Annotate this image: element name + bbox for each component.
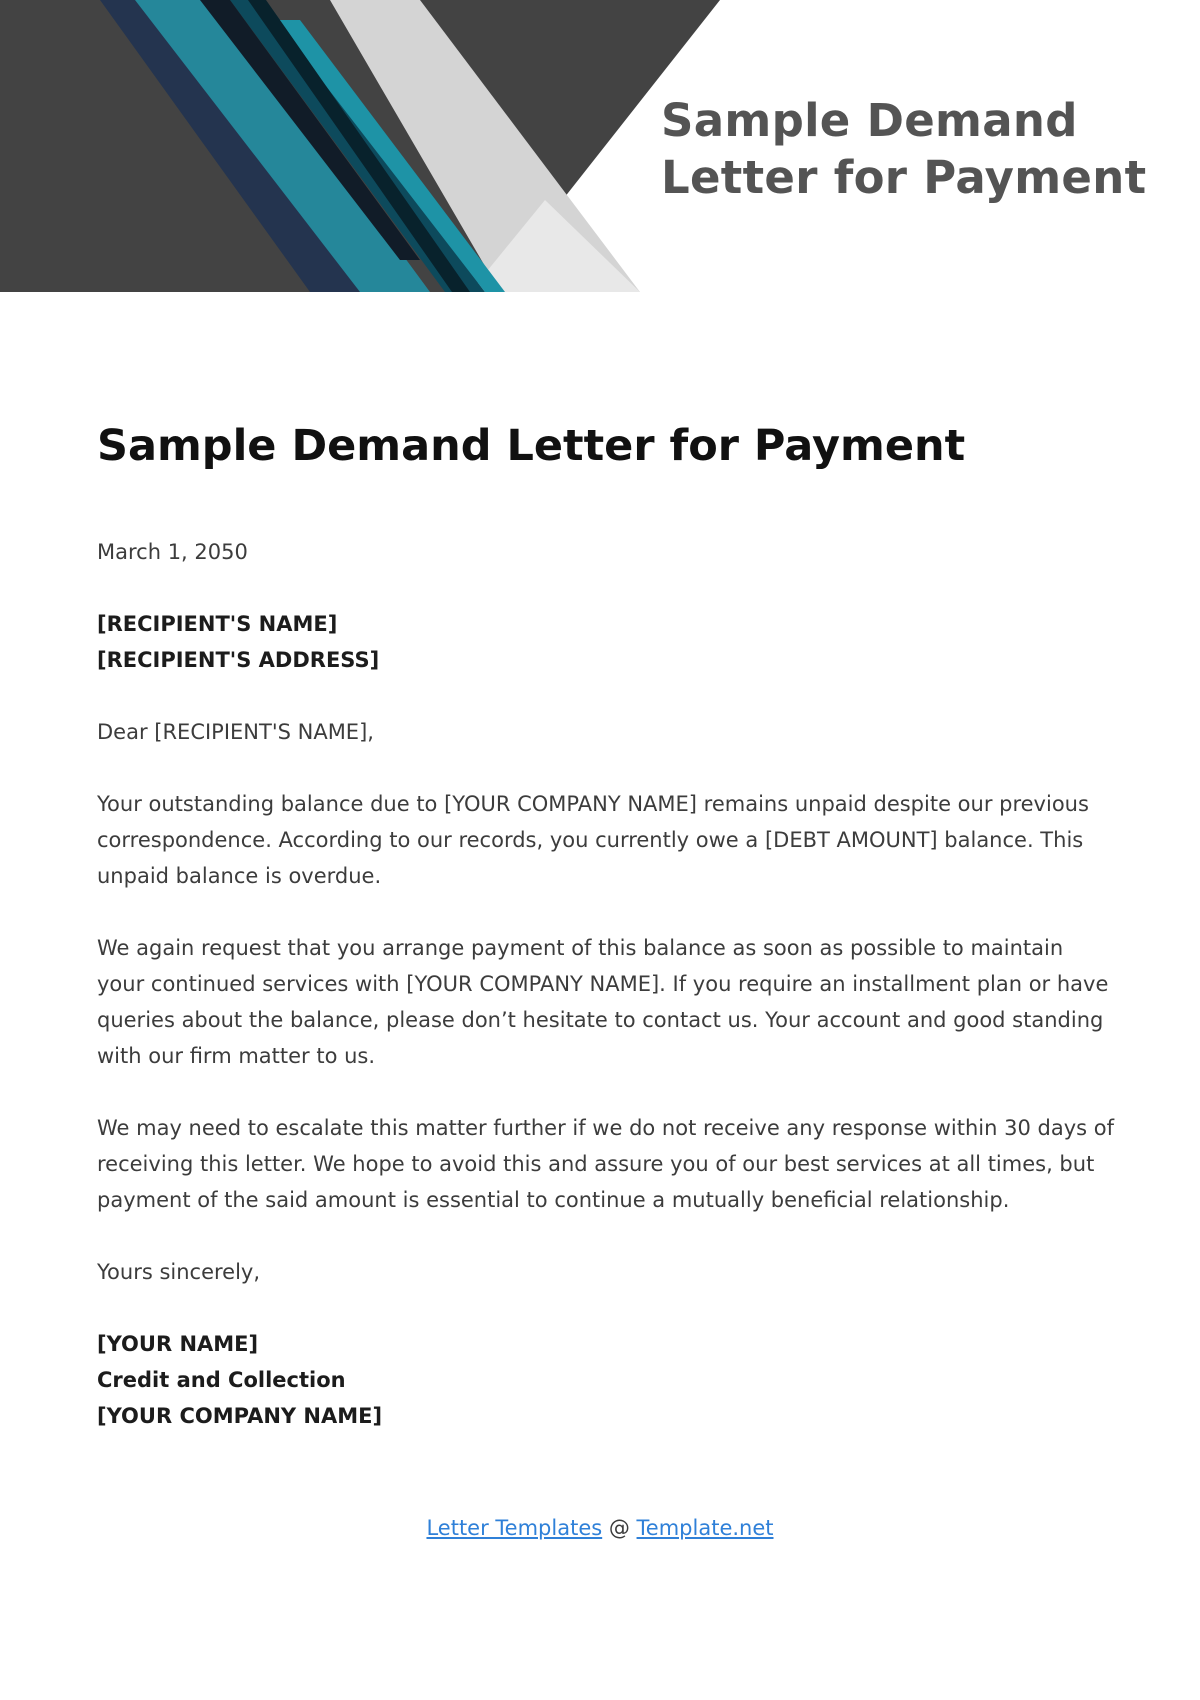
template-net-link[interactable]: Template.net <box>636 1516 774 1540</box>
signature-department: Credit and Collection <box>97 1368 346 1392</box>
letter-body <box>97 534 1117 1434</box>
header-title-line1: Sample Demand <box>661 94 1078 147</box>
body-paragraph-2: We again request that you arrange payment of this balance as soon as possible to maintain your continued services with [YOUR COMPANY NAME]. If you require an installment plan or have queries about the balance, please don’t hesitate to contact us. Your account and good standing with our firm matter to us. <box>97 936 1109 1068</box>
recipient-address: [RECIPIENT'S ADDRESS] <box>97 648 380 672</box>
footer <box>0 1510 1200 1546</box>
header-title-line2: Letter for Payment <box>661 151 1147 204</box>
signature-company: [YOUR COMPANY NAME] <box>97 1404 383 1428</box>
footer-separator: @ <box>602 1516 637 1540</box>
salutation: Dear [RECIPIENT'S NAME], <box>97 720 374 744</box>
recipient-name: [RECIPIENT'S NAME] <box>97 612 338 636</box>
body-paragraph-3: We may need to escalate this matter further if we do not receive any response within 30 days of receiving this letter. We hope to avoid this and assure you of our best services at all times, but payment of the said amount is essential to continue a mutually beneficial relationship. <box>97 1116 1115 1212</box>
header-title <box>661 92 1181 206</box>
closing: Yours sincerely, <box>97 1260 261 1284</box>
body-paragraph-1: Your outstanding balance due to [YOUR COMPANY NAME] remains unpaid despite our previous correspondence. According to our records, you currently owe a [DEBT AMOUNT] balance. This unpaid balance is overdue. <box>97 792 1089 888</box>
header-banner <box>0 0 1200 292</box>
letter-date: March 1, 2050 <box>97 540 248 564</box>
letter-templates-link[interactable]: Letter Templates <box>426 1516 603 1540</box>
letter-title: Sample Demand Letter for Payment <box>97 421 966 471</box>
signature-name: [YOUR NAME] <box>97 1332 259 1356</box>
